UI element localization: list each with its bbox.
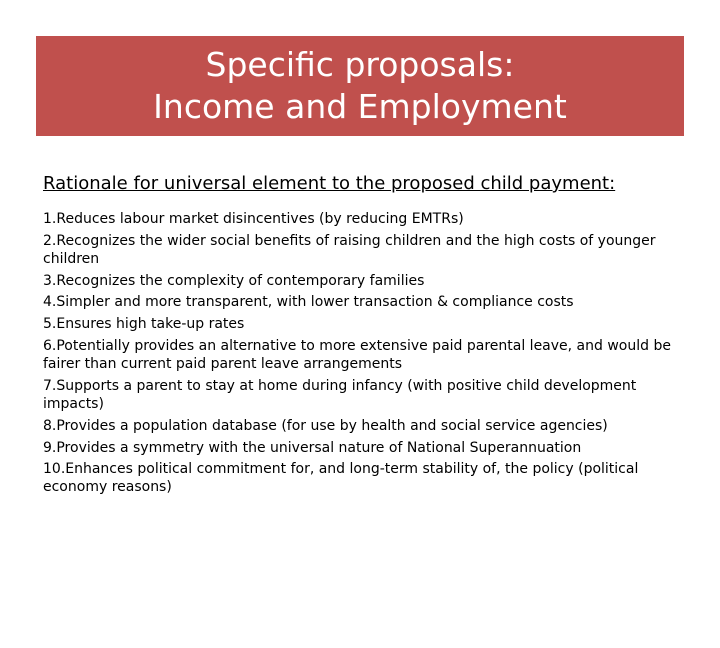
list-item: 7.Supports a parent to stay at home during infancy (with positive child development impacts) — [43, 377, 637, 412]
rationale-list — [43, 211, 693, 501]
list-item: 2.Recognizes the wider social benefits of raising children and the high costs of younger children — [43, 232, 656, 267]
list-item: 8.Provides a population database (for use by health and social service agencies) — [43, 417, 608, 434]
title-line-2: Income and Employment — [153, 87, 567, 126]
list-item: 10.Enhances political commitment for, and long-term stability of, the policy (political economy reasons) — [43, 461, 639, 496]
list-item: 3.Recognizes the complexity of contemporary families — [43, 272, 425, 289]
list-item: 4.Simpler and more transparent, with lower transaction & compliance costs — [43, 294, 574, 311]
title-banner — [36, 36, 684, 136]
list-item: 1.Reduces labour market disincentives (by reducing EMTRs) — [43, 211, 464, 227]
list-item: 9.Provides a symmetry with the universal nature of National Superannuation — [43, 439, 582, 456]
list-item: 5.Ensures high take-up rates — [43, 316, 245, 333]
subtitle: Rationale for universal element to the proposed child payment: — [43, 173, 616, 194]
title-line-1: Specific proposals: — [205, 45, 515, 84]
list-item: 6.Potentially provides an alternative to more extensive paid parental leave, and would be fairer than current paid parent leave arrangements — [43, 338, 671, 373]
